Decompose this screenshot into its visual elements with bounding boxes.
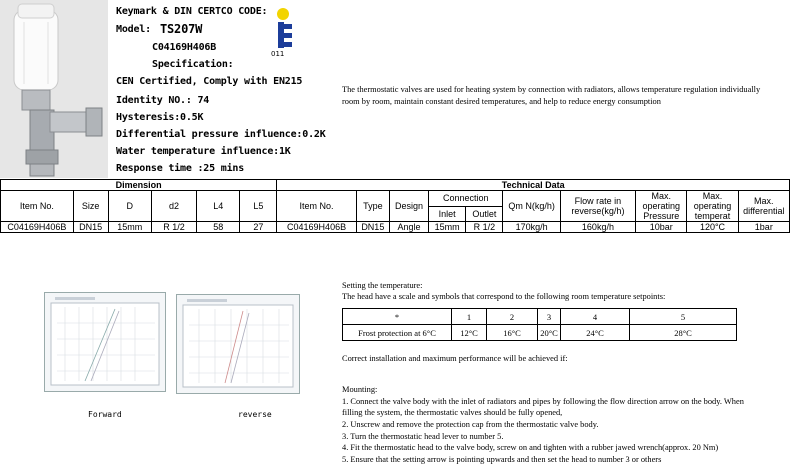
dimension-header: Dimension	[1, 180, 277, 191]
mounting-step: 4. Fit the thermostatic head to the valve body, screw on and tighten with a rubber jawed wrench(approx. 20 Nm)	[342, 443, 719, 452]
col-d2: d2	[151, 191, 196, 222]
cen-certified: CEN Certified, Comply with EN215	[116, 76, 303, 87]
col-inlet: Inlet	[429, 206, 466, 222]
symbol-cell: 4	[561, 309, 630, 325]
setpoint-cell: 28°C	[630, 325, 737, 341]
cell-qm: 170kg/h	[503, 222, 560, 233]
setpoint-cell: 16°C	[487, 325, 538, 341]
cell-design: Angle	[389, 222, 428, 233]
setpoint-table	[342, 308, 737, 341]
cell-max-pressure: 10bar	[636, 222, 687, 233]
col-max-diff: Max. differential	[738, 191, 789, 222]
cell-flow: 160kg/h	[560, 222, 635, 233]
col-item-no-2: Item No.	[277, 191, 356, 222]
setpoint-cell: Frost protection at 6°C	[343, 325, 452, 341]
product-photo	[0, 0, 108, 178]
mounting-step: filling the system, the thermostatic valves should be fully opened,	[342, 408, 563, 417]
mounting-step: 1. Connect the valve body with the inlet of radiators and pipes by following the flow direction arrow on the body. When	[342, 397, 744, 406]
setting-intro: The head have a scale and symbols that correspond to the following room temperature setpoints:	[342, 292, 666, 301]
response-time: Response time :25 mins	[116, 163, 245, 174]
symbol-cell: *	[343, 309, 452, 325]
reverse-graph-image	[176, 294, 300, 394]
col-max-temp: Max. operating temperat	[687, 191, 738, 222]
cell-d2: R 1/2	[151, 222, 196, 233]
mounting-step: 3. Turn the thermostatic head lever to number 5.	[342, 432, 504, 441]
col-type: Type	[356, 191, 389, 222]
product-description: The thermostatic valves are used for heating system by connection with radiators, allows temperature regulation individually room by room, maintain constant desired temperatures, and help to reduce energy consumption	[342, 85, 761, 106]
cell-d: 15mm	[108, 222, 151, 233]
setting-title: Setting the temperature:	[342, 281, 423, 290]
reverse-caption: reverse	[238, 410, 272, 419]
model-value: TS207W	[160, 22, 203, 36]
technical-data-table	[0, 179, 790, 233]
symbol-cell: 5	[630, 309, 737, 325]
col-item-no: Item No.	[1, 191, 74, 222]
certification-logo	[268, 6, 298, 62]
cell-l5: 27	[240, 222, 277, 233]
item-code: C04169H406B	[152, 42, 217, 53]
cell-l4: 58	[197, 222, 240, 233]
cell-size: DN15	[73, 222, 108, 233]
col-l4: L4	[197, 191, 240, 222]
installation-note: Correct installation and maximum performance will be achieved if:	[342, 354, 568, 363]
cell-outlet: R 1/2	[466, 222, 503, 233]
forward-graph-image	[44, 292, 166, 392]
symbol-cell: 3	[538, 309, 561, 325]
col-max-pressure: Max. operating Pressure	[636, 191, 687, 222]
water-temperature: Water temperature influence:1K	[116, 146, 291, 157]
col-outlet: Outlet	[466, 206, 503, 222]
cell-type: DN15	[356, 222, 389, 233]
mounting-step: 2. Unscrew and remove the protection cap from the thermostatic valve body.	[342, 420, 599, 429]
hysteresis: Hysteresis:0.5K	[116, 112, 204, 123]
identity-number: Identity NO.: 74	[116, 95, 210, 106]
col-flow-rate: Flow rate in reverse(kg/h)	[560, 191, 635, 222]
mounting-step: 5. Ensure that the setting arrow is pointing upwards and then set the head to number 3 or others	[342, 455, 662, 464]
logo-number: 011	[271, 50, 285, 58]
col-qm: Qm N(kg/h)	[503, 191, 560, 222]
symbol-cell: 1	[452, 309, 487, 325]
technical-data-header: Technical Data	[277, 180, 790, 191]
model-label: Model:	[116, 24, 151, 35]
col-size: Size	[73, 191, 108, 222]
specification-heading: Specification:	[152, 59, 234, 70]
mounting-title: Mounting:	[342, 385, 378, 394]
cell-item-no: C04169H406B	[1, 222, 74, 233]
connection-header: Connection	[429, 191, 503, 207]
differential-pressure: Differential pressure influence:0.2K	[116, 129, 326, 140]
setpoint-cell: 24°C	[561, 325, 630, 341]
setpoint-cell: 20°C	[538, 325, 561, 341]
symbol-cell: 2	[487, 309, 538, 325]
cell-inlet: 15mm	[429, 222, 466, 233]
col-l5: L5	[240, 191, 277, 222]
setpoint-cell: 12°C	[452, 325, 487, 341]
cell-item-no-2: C04169H406B	[277, 222, 356, 233]
col-d: D	[108, 191, 151, 222]
forward-caption: Forward	[88, 410, 122, 419]
table-row	[1, 222, 790, 233]
keymark-line: Keymark & DIN CERTCO CODE:	[116, 6, 268, 17]
col-design: Design	[389, 191, 428, 222]
cell-max-temp: 120°C	[687, 222, 738, 233]
cell-max-diff: 1bar	[738, 222, 789, 233]
